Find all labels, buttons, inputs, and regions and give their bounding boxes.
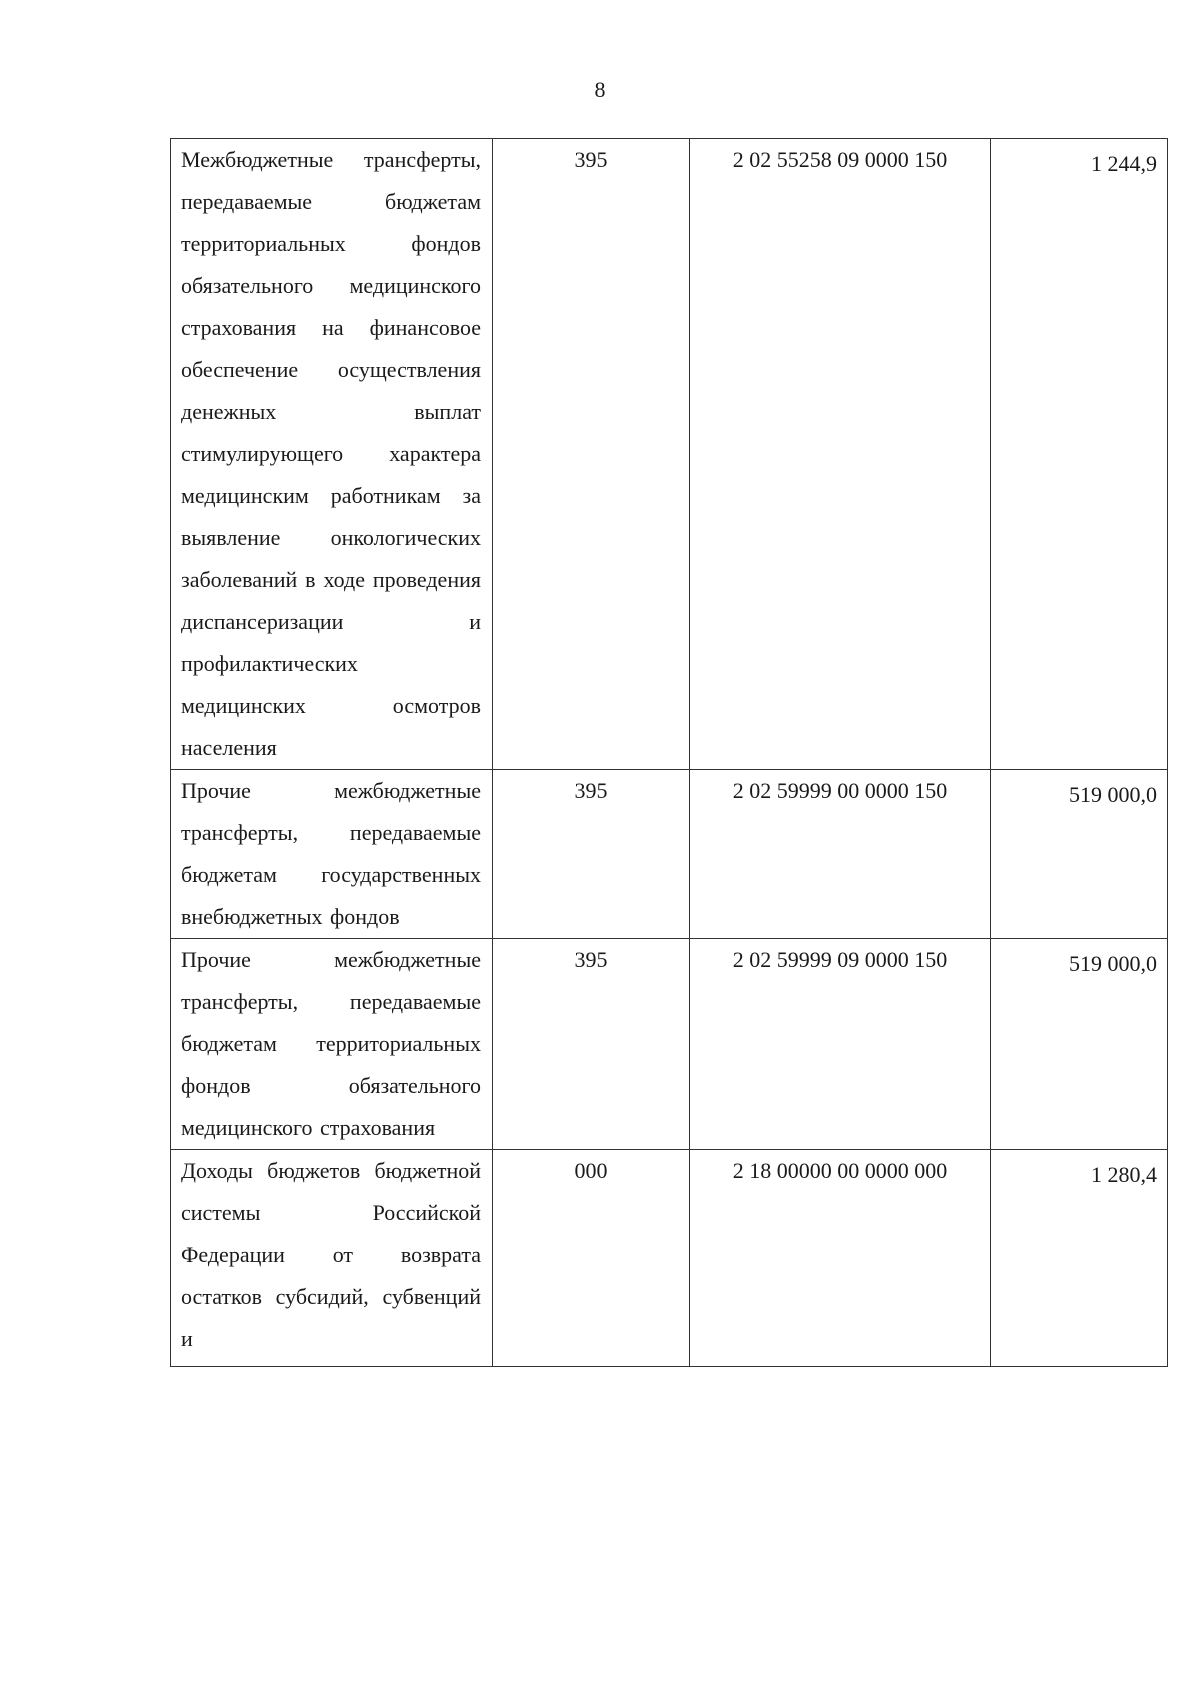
row-classification-code: 2 02 59999 00 0000 150 [690, 770, 991, 939]
page-number: 8 [594, 77, 606, 102]
table-row [171, 770, 1168, 939]
row-name: Межбюджетные трансферты, передаваемые бюджетам территориальных фондов обязательного медицинского страхования на финансовое обеспечение осуществления денежных выплат стимулирующего характера медицинским работникам за выявление онкологических заболеваний в ходе проведения диспансеризации и профилактических медицинских осмотров населения [181, 147, 481, 760]
row-name-cell [171, 770, 493, 939]
row-classification-code: 2 02 59999 09 0000 150 [690, 939, 991, 1150]
row-classification-code: 2 18 00000 00 0000 000 [690, 1150, 991, 1367]
table-row [171, 939, 1168, 1150]
row-name-cell [171, 139, 493, 770]
row-name: Прочие межбюджетные трансферты, передаваемые бюджетам государственных внебюджетных фондов [181, 778, 481, 929]
table-row [171, 1150, 1168, 1367]
row-amount: 1 244,9 [991, 139, 1168, 770]
row-name: Доходы бюджетов бюджетной системы Российской Федерации от возврата остатков субсидий, субвенций и [181, 1158, 481, 1351]
row-classification-code: 2 02 55258 09 0000 150 [690, 139, 991, 770]
row-admin-code: 395 [493, 139, 690, 770]
table-row [171, 139, 1168, 770]
row-amount: 519 000,0 [991, 939, 1168, 1150]
row-admin-code: 395 [493, 939, 690, 1150]
row-admin-code: 395 [493, 770, 690, 939]
row-admin-code: 000 [493, 1150, 690, 1367]
row-amount: 1 280,4 [991, 1150, 1168, 1367]
row-name-cell [171, 939, 493, 1150]
budget-revenue-table [170, 138, 1168, 1367]
row-amount: 519 000,0 [991, 770, 1168, 939]
row-name: Прочие межбюджетные трансферты, передаваемые бюджетам территориальных фондов обязательного медицинского страхования [181, 947, 481, 1140]
row-name-cell [171, 1150, 493, 1367]
